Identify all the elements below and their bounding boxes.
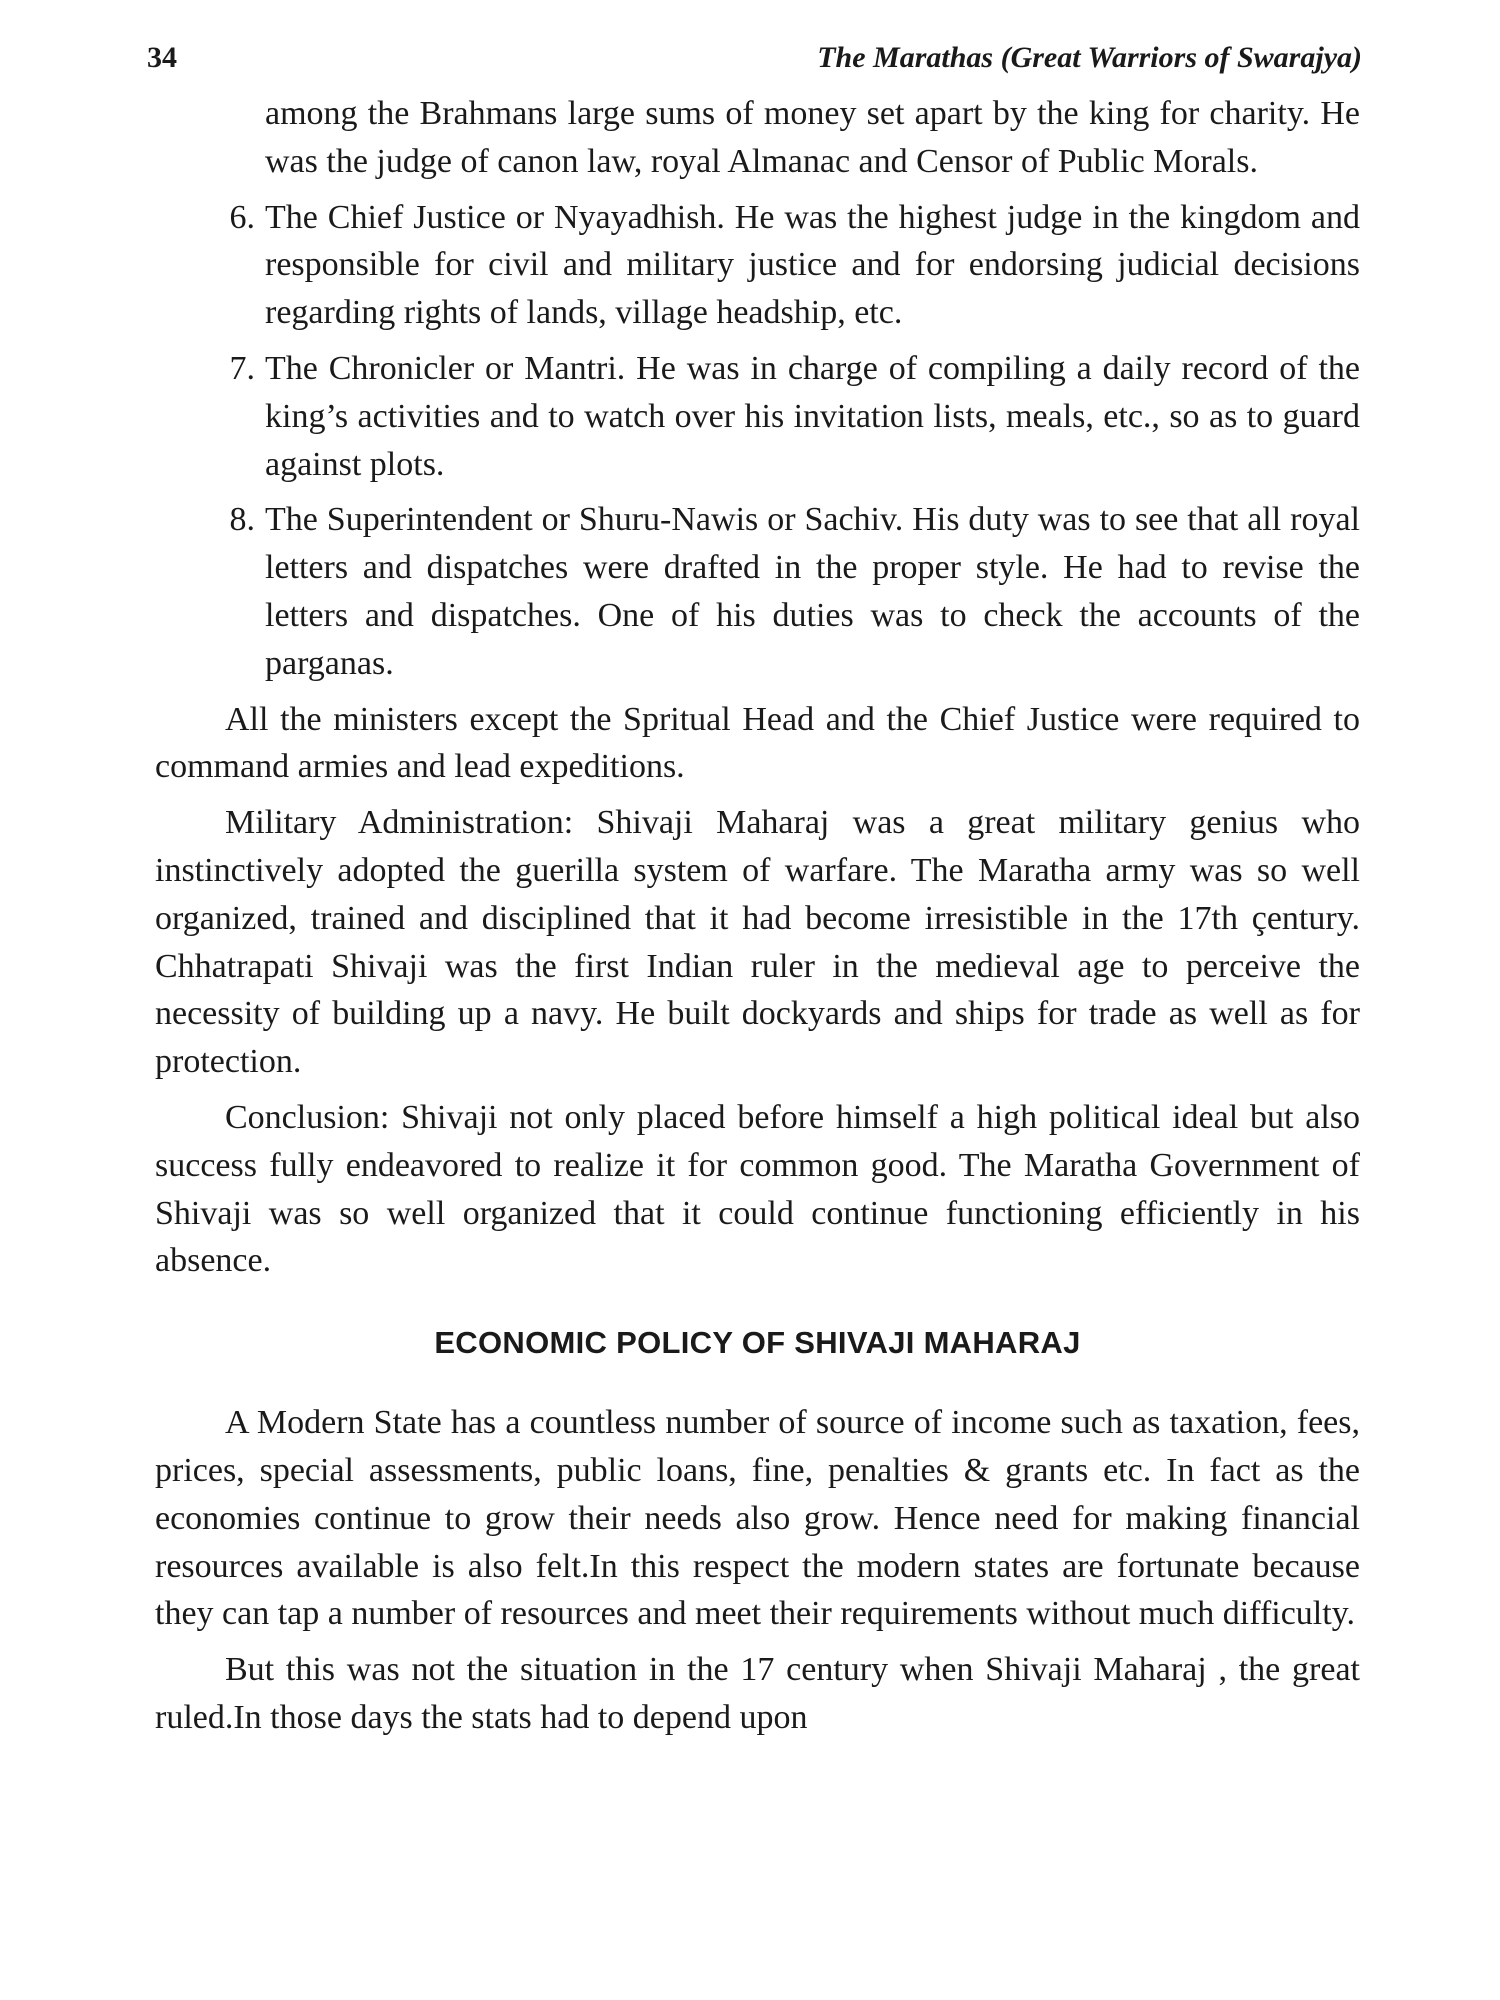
list-item-text: The Chronicler or Mantri. He was in charge of compiling a daily record of the king’s activities and to watch over his invitation lists, meals, etc., so as to guard against plots. [265,349,1360,483]
list-item [155,345,1360,488]
page-number: 34 [147,41,177,74]
paragraph-17th-century: But this was not the situation in the 17 century when Shivaji Maharaj , the great ruled.In those days the stats had to depend upon [155,1651,1360,1736]
book-page [147,30,1362,1750]
continued-paragraph: among the Brahmans large sums of money set apart by the king for charity. He was the judge of canon law, royal Almanac and Censor of Public Morals. [265,95,1360,180]
section-heading: ECONOMIC POLICY OF SHIVAJI MAHARAJ [434,1325,1081,1361]
paragraph-modern-state: A Modern State has a countless number of source of income such as taxation, fees, prices, special assessments, public loans, fine, penalties & grants etc. In fact as the economies continue to grow their needs also grow. Hence need for making financial resources available is also felt.In this respect the modern states are fortunate because they can tap a number of resources and meet their requirements without much difficulty. [155,1404,1360,1633]
running-title: The Marathas (Great Warriors of Swarajya) [817,41,1362,74]
list-item-number: 6. [229,198,255,236]
list-item-number: 8. [229,501,255,539]
list-item-number: 7. [229,349,255,387]
paragraph-ministers: All the ministers except the Spritual Head and the Chief Justice were required to command armies and lead expeditions. [155,700,1360,786]
paragraph-military-administration: Military Administration: Shivaji Maharaj was a great military genius who instinctively adopted the guerilla system of warfare. The Maratha army was so well organized, trained and disciplined that it had become irresistible in the 17th çentury. Chhatrapati Shivaji was the first Indian ruler in the medieval age to perceive the necessity of building up a navy. He built dockyards and ships for trade as well as for protection. [155,804,1360,1081]
list-item-text: The Superintendent or Shuru-Nawis or Sachiv. His duty was to see that all royal letters and dispatches were drafted in the proper style. He had to revise the letters and dispatches. One of his duties was to check the accounts of the parganas. [265,501,1360,682]
paragraph-conclusion: Conclusion: Shivaji not only placed before himself a high political ideal but also success fully endeavored to realize it for common good. The Maratha Government of Shivaji was so well organized that it could continue functioning efficiently in his absence. [155,1098,1360,1280]
list-item [155,496,1360,687]
page-header [147,30,1360,90]
page-body [155,90,1360,1742]
list-item [155,194,1360,337]
list-item-text: The Chief Justice or Nyayadhish. He was the highest judge in the kingdom and responsible for civil and military justice and for endorsing judicial decisions regarding rights of lands, village headship, etc. [265,198,1360,332]
